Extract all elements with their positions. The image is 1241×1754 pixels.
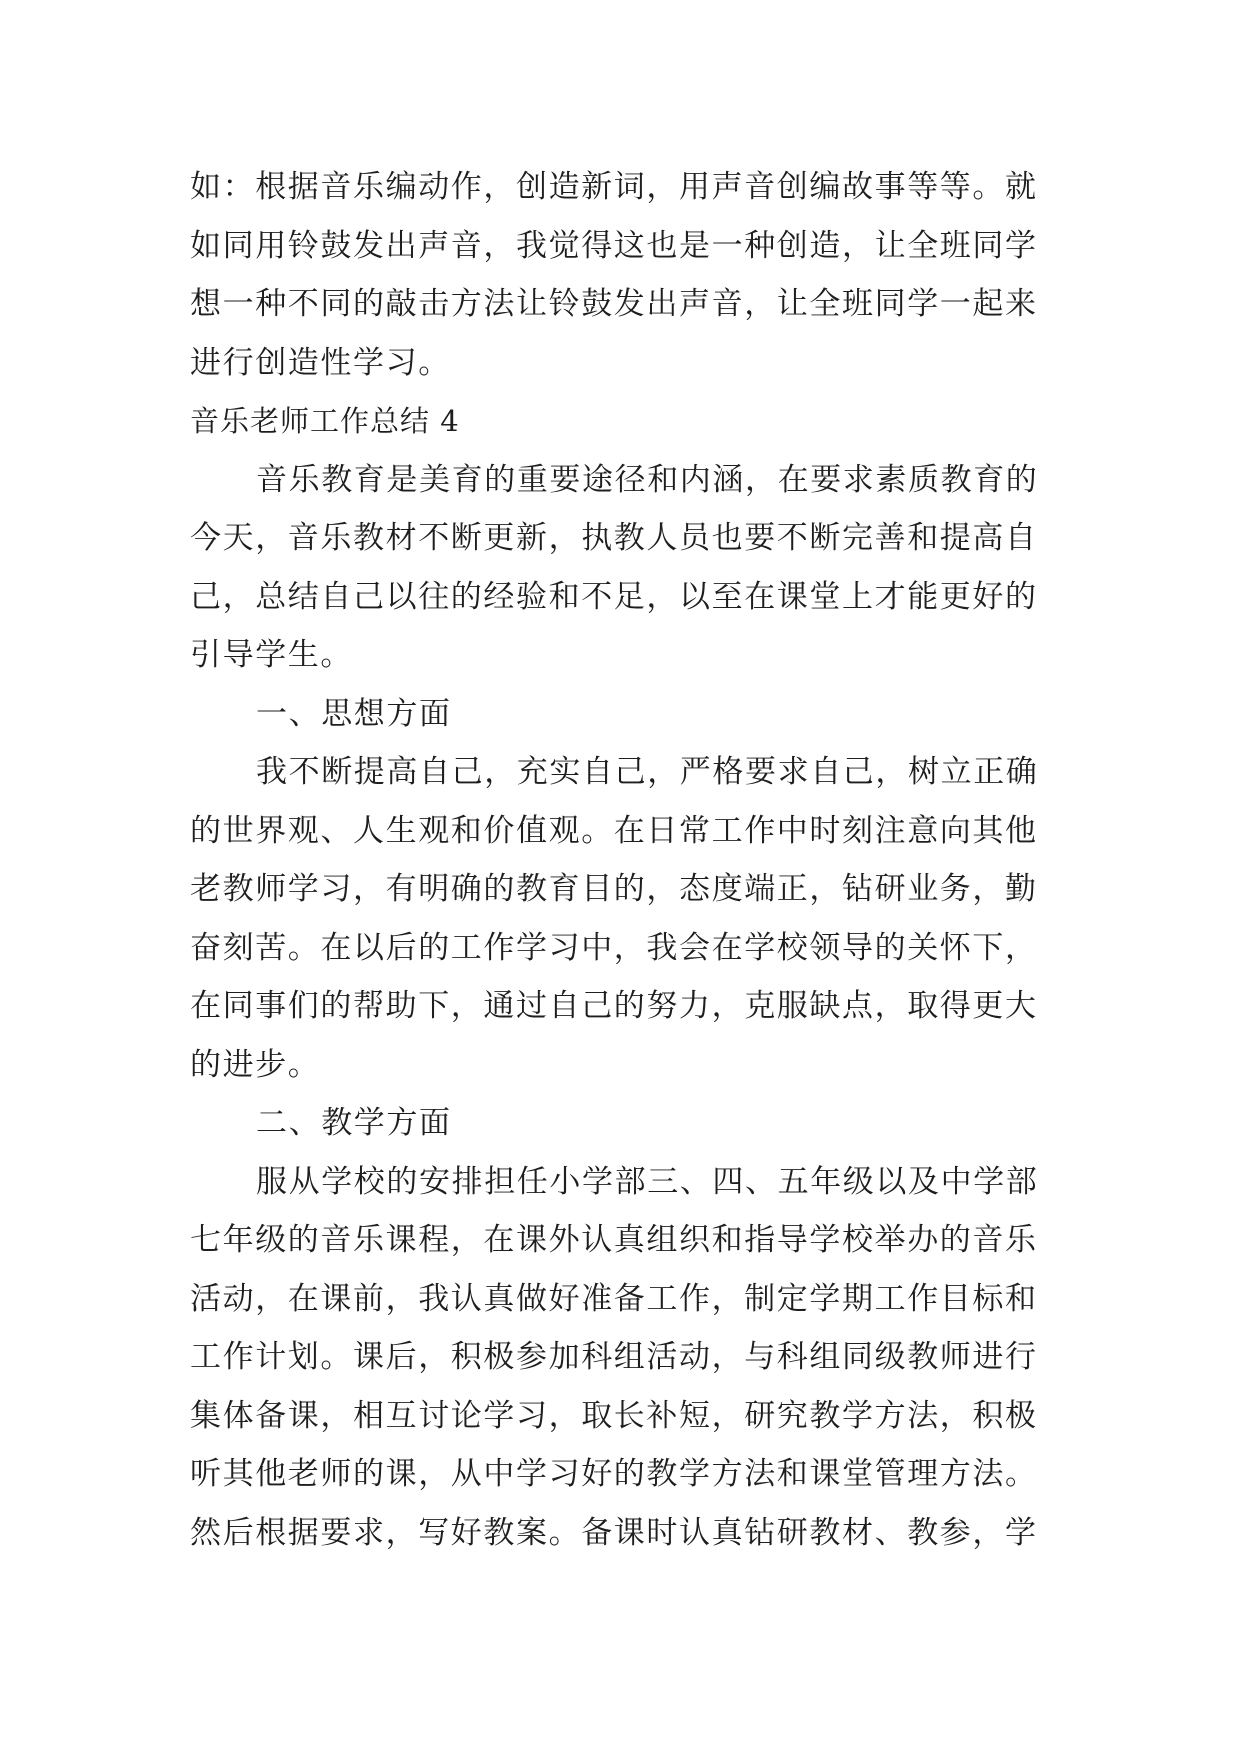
- document-page: [190, 158, 1070, 1562]
- text-line: 活动，在课前，我认真做好准备工作，制定学期工作目标和: [190, 1280, 1038, 1317]
- text-line: 在同事们的帮助下，通过自己的努力，克服缺点，取得更大: [190, 988, 1038, 1024]
- text-line: 进行创造性学习。: [190, 344, 451, 381]
- paragraph-intro: [190, 451, 1070, 685]
- text-line: 听其他老师的课，从中学习好的教学方法和课堂管理方法。: [190, 1456, 1038, 1492]
- text-line: 如：根据音乐编动作，创造新词，用声音创编故事等等。就: [190, 169, 1038, 205]
- paragraph-continuation: [190, 158, 1070, 392]
- text-line: 想一种不同的敲击方法让铃鼓发出声音，让全班同学一起来: [190, 286, 1038, 322]
- section-heading-thinking: 一、思想方面: [256, 695, 452, 732]
- text-line: 的进步。: [190, 1046, 321, 1083]
- text-line: 音乐教育是美育的重要途径和内涵，在要求素质教育的: [256, 461, 1039, 498]
- text-line: 的世界观、人生观和价值观。在日常工作中时刻注意向其他: [190, 812, 1038, 849]
- section-heading-teaching: 二、教学方面: [256, 1105, 452, 1141]
- paragraph-teaching: [190, 1153, 1070, 1563]
- text-line: 工作计划。课后，积极参加科组活动，与科组同级教师进行: [190, 1339, 1038, 1375]
- text-line: 奋刻苦。在以后的工作学习中，我会在学校领导的关怀下，: [190, 929, 1038, 966]
- text-line: 集体备课，相互讨论学习，取长补短，研究教学方法，积极: [190, 1397, 1038, 1434]
- text-line: 然后根据要求，写好教案。备课时认真钻研教材、教参，学: [190, 1514, 1038, 1551]
- text-line: 七年级的音乐课程，在课外认真组织和指导学校举办的音乐: [190, 1222, 1038, 1258]
- section-title: 音乐老师工作总结 4: [190, 404, 460, 438]
- text-line: 服从学校的安排担任小学部三、四、五年级以及中学部: [256, 1163, 1039, 1200]
- text-line: 引导学生。: [190, 637, 353, 673]
- text-line: 我不断提高自己，充实自己，严格要求自己，树立正确: [256, 754, 1039, 790]
- text-line: 老教师学习，有明确的教育目的，态度端正，钻研业务，勤: [190, 871, 1038, 907]
- paragraph-thinking: [190, 743, 1070, 1094]
- text-line: 如同用铃鼓发出声音，我觉得这也是一种创造，让全班同学: [190, 227, 1038, 264]
- text-line: 今天，音乐教材不断更新，执教人员也要不断完善和提高自: [190, 520, 1038, 556]
- text-line: 己，总结自己以往的经验和不足，以至在课堂上才能更好的: [190, 578, 1038, 615]
